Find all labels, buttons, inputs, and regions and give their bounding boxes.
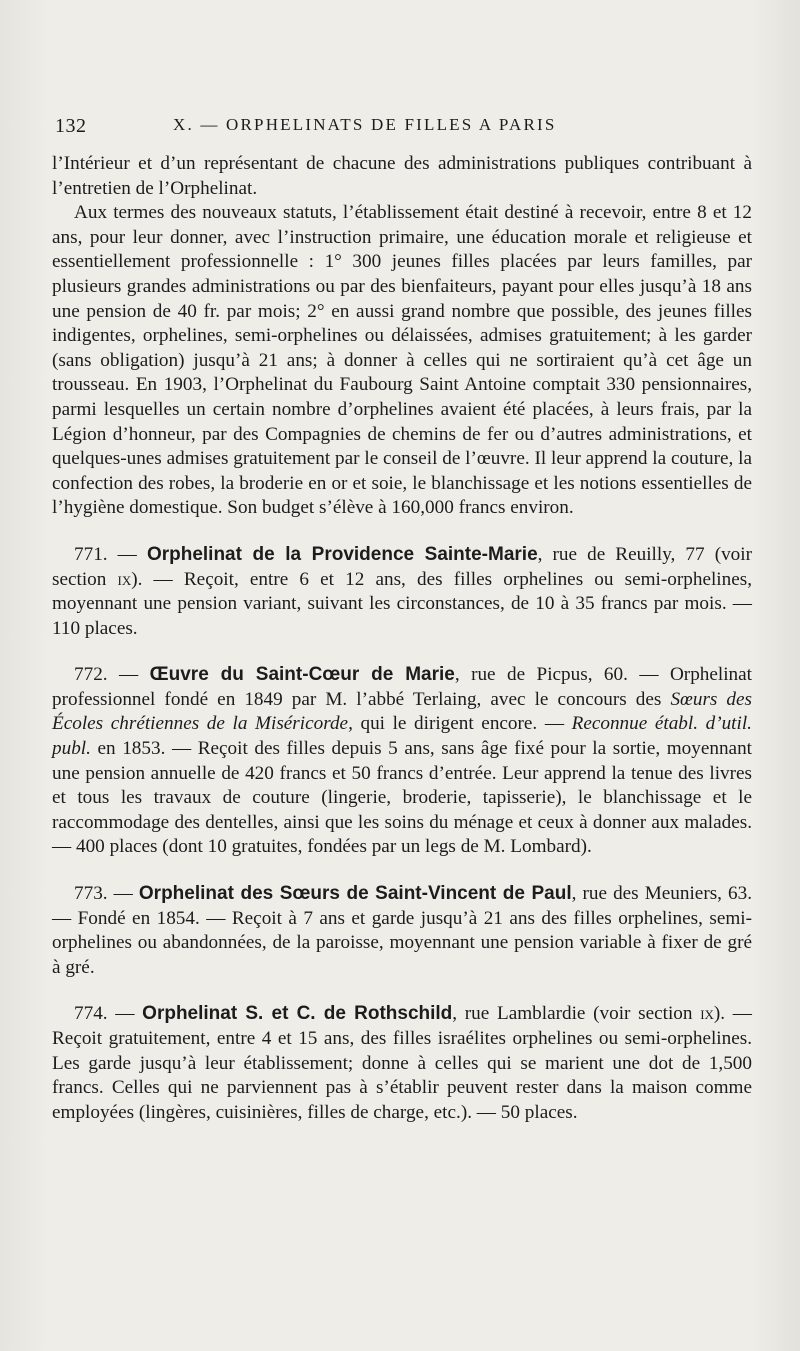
entry-text-end: en 1853. — Reçoit des filles depuis 5 ans, sans âge fixé pour la sortie, moyennant une pension annuelle de 420 francs et 50 francs d’entrée. Leur apprend la tenue des livres et tous les travaux de couture (lingerie, broderie, tapisserie), le blanchissage et le raccommodage des dentelles, ainsi que les soins du ménage et ceux à donner aux malades. — 400 places (dont 10 gratuites, fondées par un legs de M. Lombard). bbox=[52, 738, 752, 858]
entry-number: 771. — bbox=[74, 543, 147, 565]
entry-number: 772. — bbox=[74, 664, 150, 686]
entry-text: , rue Lamblardie (voir section bbox=[452, 1003, 701, 1025]
entry-name: Œuvre du Saint-Cœur de Marie bbox=[149, 664, 455, 686]
entry-name: Orphelinat de la Providence Sainte-Marie bbox=[146, 543, 538, 565]
entry-italic-recognition: Reconnue établ. d’util. publ. bbox=[52, 713, 752, 760]
entry-text-cont: ). — Reçoit gratuitement, entre 4 et 15 ans, des filles israélites orphelines ou semi-orphelines. Les garde jusqu’à leur établissement; donne à celles qui se marient une dot de 1,500 francs. Celles qui ne parviennent pas à s’établir peuvent rester dans la maison comme employées (lingères, cuisinières, filles de charge, etc.). — 50 places. bbox=[52, 1003, 752, 1123]
entry-section: ix bbox=[117, 568, 132, 590]
page-number: 132 bbox=[55, 115, 87, 137]
entry-773 bbox=[52, 882, 752, 980]
entry-text: , rue des Meuniers, 63. — Fondé en 1854. — Reçoit à 7 ans et garde jusqu’à 21 ans des filles orphelines, semi-orphelines ou abandonnées, de la paroisse, moyennant une pension variable à fixer de gré à gré. bbox=[52, 883, 753, 978]
page-body bbox=[52, 152, 752, 1125]
entry-772 bbox=[52, 663, 752, 860]
entry-text: , rue de Picpus, 60. — Orphelinat professionnel fondé en 1849 par M. l’abbé Terlaing, avec le concours des bbox=[52, 664, 752, 710]
intro-paragraph-2: Aux termes des nouveaux statuts, l’établissement était destiné à recevoir, entre 8 et 12 ans, pour leur donner, avec l’instruction primaire, une éducation morale et religieuse et essentiellement professionnelle : 1° 300 jeunes filles placées par leurs familles, par plusieurs grandes administrations ou par des bienfaiteurs, payant pour elles jusqu’à 18 ans une pension de 40 fr. par mois; 2° en aussi grand nombre que possible, des jeunes filles indigentes, orphelines, semi-orphelines ou délaissées, admises gratuitement; à les garder (sans obligation) jusqu’à 21 ans; à donner à celles qui ne sortiraient qu’à cet âge un trousseau. En 1903, l’Orphelinat du Faubourg Saint Antoine comptait 330 pensionnaires, parmi lesquelles un certain nombre d’orphelines avaient été placées, à leurs frais, par la Légion d’honneur, par des Compagnies de chemins de fer ou d’autres administrations, et quelques-unes admises gratuitement par le conseil de l’œuvre. Il leur apprend la couture, la confection des robes, la broderie en or et soie, le blanchissage et les notions essentielles de l’hygiène domestique. Son budget s’élève à 160,000 francs environ. bbox=[52, 202, 752, 519]
entry-name: Orphelinat des Sœurs de Saint-Vincent de Paul bbox=[138, 883, 572, 905]
entry-text-cont: ). — Reçoit, entre 6 et 12 ans, des filles orphelines ou semi-orphelines, moyennant une pension variant, suivant les circonstances, de 10 à 35 francs par mois. — 110 places. bbox=[52, 568, 752, 639]
entry-text: , rue de Reuilly, 77 (voir section bbox=[52, 543, 752, 590]
page-header bbox=[55, 115, 755, 145]
entry-number: 773. — bbox=[74, 883, 139, 905]
entry-name: Orphelinat S. et C. de Rothschild bbox=[142, 1003, 453, 1025]
entry-italic-congregation: Sœurs des Écoles chrétiennes de la Miséricorde, bbox=[52, 688, 753, 735]
intro-paragraph-1: l’Intérieur et d’un représentant de chacune des administrations publiques contribuant à l’entretien de l’Orphelinat. bbox=[52, 153, 752, 199]
running-title: X. — ORPHELINATS DE FILLES A PARIS bbox=[173, 115, 557, 134]
entry-771 bbox=[52, 543, 752, 641]
entry-text-cont: qui le dirigent encore. — bbox=[352, 713, 572, 735]
entry-number: 774. — bbox=[74, 1003, 143, 1025]
entry-774 bbox=[52, 1002, 752, 1125]
entry-section: ix bbox=[700, 1003, 714, 1025]
